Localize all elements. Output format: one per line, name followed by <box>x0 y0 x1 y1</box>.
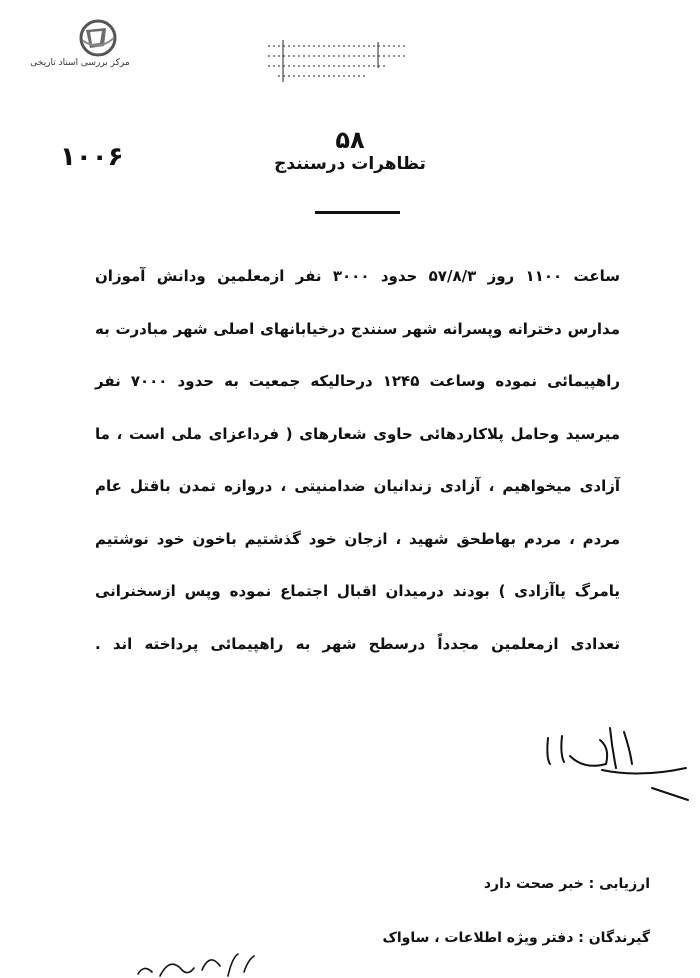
recipients-note: گیرندگان : دفتر ویژه اطلاعات ، ساواک <box>382 930 650 946</box>
logo-caption: مرکز بررسی اسناد تاریخی <box>30 58 130 68</box>
document-number: ۱۰۰۶ <box>60 142 124 172</box>
title-underline <box>315 211 400 214</box>
page-number: ۵۸ <box>335 126 365 154</box>
body-line: میرسید وحامل پلاکاردهائی حاوی شعارهای ( فرداعزای ملی است ، ما <box>95 424 620 443</box>
body-line: مدارس دخترانه وپسرانه شهر سنندج درخیابانهای اصلی شهر مبادرت به <box>95 319 620 338</box>
body-line: مردم ، مردم بهاطحق شهید ، ازجان خود گذشتیم باخون خود نوشتیم <box>95 529 620 548</box>
body-line: یامرگ یاآزادی ) بودند درمیدان اقبال اجتماع نموده وپس ازسخنرانی <box>95 582 620 600</box>
redaction-scribble <box>268 38 408 86</box>
document-title: تظاهرات درسنندج <box>274 154 426 174</box>
handwritten-annotation <box>130 946 260 978</box>
body-line: آزادی میخواهیم ، آزادی زندانیان ضدامنیتی ، دروازه تمدن باقتل عام <box>95 477 620 495</box>
body-line: راهپیمائی نموده وساعت ۱۲۴۵ درحالیکه جمعیت به حدود ۷۰۰۰ نفر <box>95 372 620 390</box>
archive-center-logo <box>20 18 140 78</box>
logo-emblem-icon <box>20 18 140 58</box>
handwritten-signature <box>540 718 690 808</box>
body-line: تعدادی ازمعلمین مجدداً درسطح شهر به راهپیمائی پرداخته اند . <box>95 634 620 653</box>
report-body <box>95 250 620 670</box>
assessment-note: ارزیابی : خبر صحت دارد <box>483 876 650 892</box>
body-line: ساعت ۱۱۰۰ روز ۵۷/۸/۳ حدود ۳۰۰۰ نفر ازمعلمین ودانش آموزان <box>95 267 620 285</box>
